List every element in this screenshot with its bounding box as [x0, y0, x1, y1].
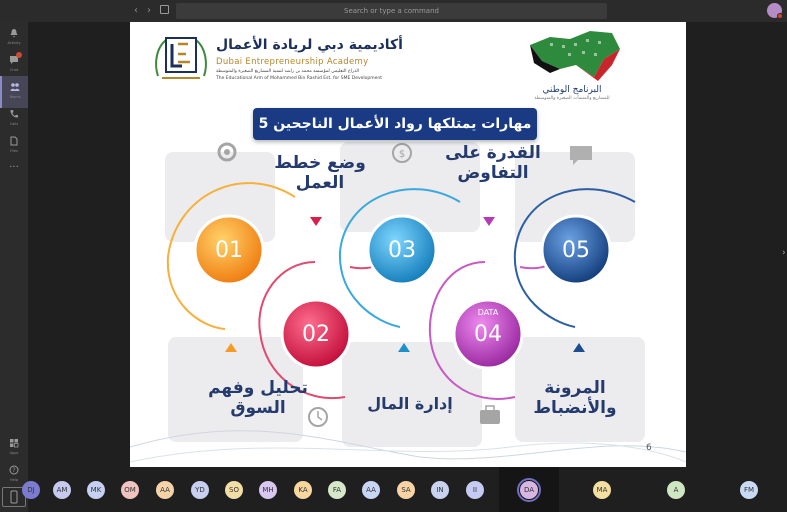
rail-label-help: Help: [10, 478, 18, 482]
participant-avatar[interactable]: FM: [740, 481, 758, 499]
skill-label-01: وضع خطط العمل: [274, 153, 366, 193]
skill-number-05: 05: [562, 238, 590, 263]
rail-label-teams: Teams: [9, 95, 21, 99]
participant-avatar[interactable]: DJ: [22, 481, 40, 499]
svg-text:$: $: [398, 149, 406, 160]
participant-avatar[interactable]: A: [667, 481, 685, 499]
participant-avatar[interactable]: YD: [191, 481, 209, 499]
participant-avatar[interactable]: SO: [225, 481, 243, 499]
chevron-right-icon[interactable]: ›: [782, 248, 786, 258]
slide-page-number: 6: [646, 443, 652, 453]
participant-avatar[interactable]: FA: [328, 481, 346, 499]
skill-label-03: القدرة على التفاوض: [445, 143, 541, 183]
bell-icon: [9, 28, 19, 38]
participant-avatar[interactable]: OM: [121, 481, 139, 499]
more-icon: ...: [9, 159, 19, 170]
briefcase-icon: [480, 406, 500, 424]
teams-icon: [10, 82, 20, 92]
academy-subtitle-english: The Educational Arm of Mohammed Bin Rashid Est. for SME Development: [216, 76, 383, 81]
ball-caption: DATA: [477, 308, 499, 317]
skill-number-04: 04: [474, 322, 502, 347]
svg-text:?: ?: [12, 467, 16, 475]
search-input[interactable]: Search or type a command: [176, 3, 607, 19]
compose-icon[interactable]: [160, 5, 169, 14]
participant-avatar[interactable]: SA: [397, 481, 415, 499]
app-rail: [0, 22, 28, 512]
academy-subtitle-arabic: الذراع التعليمي لمؤسسة محمد بن راشد لتنمية المشاريع الصغيرة والمتوسطة: [216, 69, 360, 74]
rail-label-apps: Apps: [9, 451, 19, 455]
rail-label-chat: Chat: [9, 68, 19, 72]
national-program-subtitle: للمشاريع والمنشآت الصغيرة والمتوسطة: [534, 96, 610, 101]
participant-avatar[interactable]: MA: [593, 481, 611, 499]
participants-strip: [28, 467, 787, 512]
forward-button[interactable]: ›: [147, 5, 151, 16]
national-program-name: البرنامج الوطني: [542, 85, 602, 95]
participant-avatar[interactable]: AA: [362, 481, 380, 499]
skill-number-02: 02: [302, 322, 330, 347]
participant-avatar-self: DA: [520, 481, 538, 499]
back-button[interactable]: ‹: [134, 5, 138, 16]
help-icon: [9, 465, 19, 475]
profile-avatar[interactable]: [767, 3, 782, 18]
participant-avatar[interactable]: MK: [87, 481, 105, 499]
presence-badge: [777, 13, 783, 19]
rail-item-more[interactable]: [0, 157, 28, 189]
shared-slide: [130, 22, 686, 467]
rail-label-activity: Activity: [7, 41, 21, 45]
file-icon: [9, 136, 19, 146]
participant-avatar[interactable]: II: [466, 481, 484, 499]
participant-avatar[interactable]: AA: [156, 481, 174, 499]
skill-number-01: 01: [215, 238, 243, 263]
participant-avatar[interactable]: KA: [294, 481, 312, 499]
academy-name-english: Dubai Entrepreneurship Academy: [216, 57, 369, 67]
phone-icon: [9, 109, 19, 119]
unread-badge: [16, 52, 22, 58]
apps-icon: [9, 438, 19, 448]
skill-label-04: إدارة المال: [367, 394, 453, 413]
meeting-stage: [28, 22, 787, 467]
rail-label-calls: Calls: [9, 122, 19, 126]
participant-avatar[interactable]: AM: [53, 481, 71, 499]
title-bar: [0, 0, 787, 22]
participant-avatar[interactable]: IN: [431, 481, 449, 499]
academy-name-arabic: أكاديمية دبي لريادة الأعمال: [216, 37, 403, 53]
slide-title-banner: 5 مهارات يمتلكها رواد الأعمال الناجحين: [253, 108, 537, 140]
rail-label-files: Files: [10, 149, 18, 153]
participant-avatar[interactable]: MH: [259, 481, 277, 499]
skill-label-02: تحليل وفهم السوق: [208, 378, 308, 418]
self-video-tile[interactable]: [499, 467, 559, 512]
skill-number-03: 03: [388, 238, 416, 263]
skill-label-05: المرونة والأنضباط: [533, 378, 617, 418]
